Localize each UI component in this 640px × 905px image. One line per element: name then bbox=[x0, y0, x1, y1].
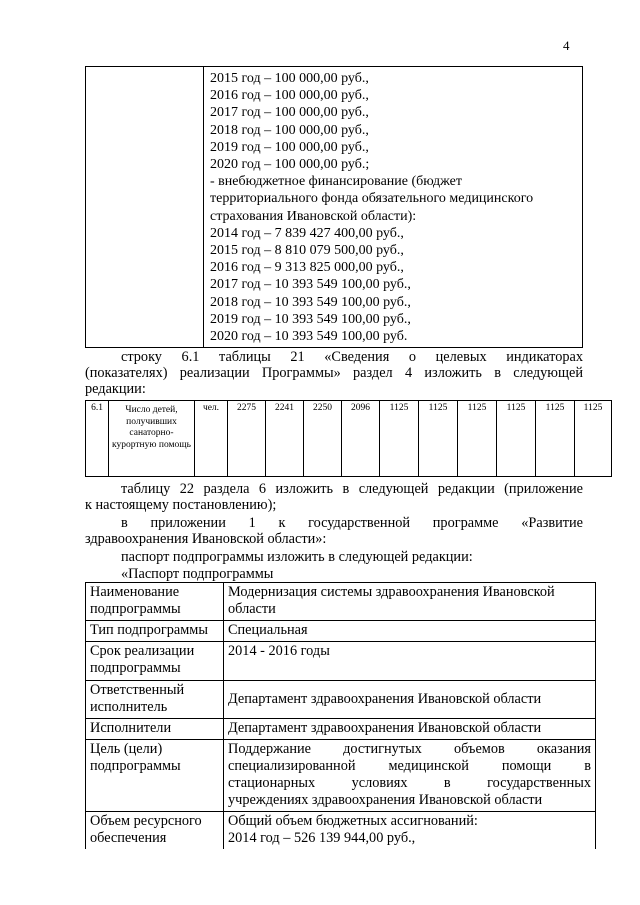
value-cell: 1125 bbox=[419, 401, 458, 477]
value-cell: 1125 bbox=[458, 401, 497, 477]
table-row bbox=[86, 621, 596, 642]
paragraph-line: таблицу 22 раздела 6 изложить в следующей редакции (приложение bbox=[121, 481, 583, 497]
passport-value-line: специализированной медицинской помощи в bbox=[228, 758, 591, 774]
page-number: 4 bbox=[563, 38, 570, 53]
financing-line: 2020 год – 10 393 549 100,00 руб. bbox=[210, 329, 408, 345]
paragraph-appendix bbox=[85, 515, 583, 547]
passport-value-line: 2014 год – 526 139 944,00 руб., bbox=[228, 830, 416, 846]
passport-value: Специальная bbox=[224, 621, 596, 642]
financing-line: 2018 год – 10 393 549 100,00 руб., bbox=[210, 294, 411, 310]
paragraph-line: редакции: bbox=[85, 381, 146, 397]
value-cell: 2275 bbox=[228, 401, 266, 477]
table-row bbox=[86, 642, 596, 681]
table-row bbox=[86, 740, 596, 812]
financing-line: территориального фонда обязательного медицинского bbox=[210, 191, 534, 207]
value-cell: 1125 bbox=[536, 401, 575, 477]
value-cell: 2241 bbox=[266, 401, 304, 477]
paragraph-line: к настоящему постановлению); bbox=[85, 497, 277, 513]
passport-label: Цель (цели) подпрограммы bbox=[86, 740, 224, 812]
financing-line: 2020 год – 100 000,00 руб.; bbox=[210, 157, 370, 173]
financing-line: 2016 год – 100 000,00 руб., bbox=[210, 88, 369, 104]
passport-label: Ответственный исполнитель bbox=[86, 681, 224, 719]
passport-value: Модернизация системы здравоохранения Ивановской области bbox=[224, 583, 596, 621]
paragraph-line: здравоохранения Ивановской области»: bbox=[85, 531, 327, 547]
table-row bbox=[86, 812, 596, 850]
row-number: 6.1 bbox=[86, 401, 109, 477]
financing-line: 2019 год – 10 393 549 100,00 руб., bbox=[210, 311, 411, 327]
financing-lines bbox=[210, 70, 575, 345]
paragraph-passport: паспорт подпрограммы изложить в следующей редакции: bbox=[121, 549, 473, 565]
table-row bbox=[86, 719, 596, 740]
financing-line: 2018 год – 100 000,00 руб., bbox=[210, 122, 369, 138]
table-row bbox=[86, 401, 612, 477]
passport-label: Срок реализации подпрограммы bbox=[86, 642, 224, 681]
passport-label: Объем ресурсного обеспечения bbox=[86, 812, 224, 850]
passport-value: Департамент здравоохранения Ивановской области bbox=[224, 681, 596, 719]
financing-line: 2015 год – 100 000,00 руб., bbox=[210, 71, 369, 86]
financing-line: - внебюджетное финансирование (бюджет bbox=[210, 174, 462, 190]
value-cell: 2096 bbox=[342, 401, 380, 477]
passport-value-line: учреждениях здравоохранения Ивановской области bbox=[228, 792, 543, 808]
financing-box bbox=[85, 66, 583, 348]
paragraph-row-6-1 bbox=[85, 349, 583, 397]
passport-label: Тип подпрограммы bbox=[86, 621, 224, 642]
paragraph-line: в приложении 1 к государственной программе «Развитие bbox=[121, 515, 583, 531]
financing-line: 2017 год – 100 000,00 руб., bbox=[210, 105, 369, 121]
table-row bbox=[86, 583, 596, 621]
value-cell: 1125 bbox=[497, 401, 536, 477]
financing-line: страхования Ивановской области): bbox=[210, 208, 417, 224]
passport-value-line: Общий объем бюджетных ассигнований: bbox=[228, 813, 478, 829]
passport-value bbox=[224, 812, 596, 850]
passport-label: Исполнители bbox=[86, 719, 224, 740]
paragraph-table-22 bbox=[85, 481, 583, 513]
passport-value: Департамент здравоохранения Ивановской области bbox=[224, 719, 596, 740]
value-cell: 1125 bbox=[380, 401, 419, 477]
paragraph-line: строку 6.1 таблицы 21 «Сведения о целевых индикаторах bbox=[121, 349, 583, 365]
financing-line: 2015 год – 8 810 079 500,00 руб., bbox=[210, 243, 404, 259]
table-row bbox=[86, 681, 596, 719]
indicator-table bbox=[85, 400, 612, 477]
passport-value-line: стационарных условиях в государственных bbox=[228, 775, 591, 791]
passport-label: Наименование подпрограммы bbox=[86, 583, 224, 621]
passport-title: «Паспорт подпрограммы bbox=[121, 566, 274, 582]
financing-line: 2014 год – 7 839 427 400,00 руб., bbox=[210, 225, 404, 241]
financing-line: 2017 год – 10 393 549 100,00 руб., bbox=[210, 277, 411, 293]
indicator-name: Число детей, получивших санаторно-курортную помощь bbox=[109, 401, 195, 477]
paragraph-line: (показателях) реализации Программы» раздел 4 изложить в следующей bbox=[85, 365, 583, 381]
passport-value-line: Поддержание достигнутых объемов оказания bbox=[228, 741, 591, 757]
column-divider bbox=[203, 67, 204, 347]
value-cell: 1125 bbox=[575, 401, 612, 477]
indicator-unit: чел. bbox=[195, 401, 228, 477]
financing-line: 2019 год – 100 000,00 руб., bbox=[210, 139, 369, 155]
financing-line: 2016 год – 9 313 825 000,00 руб., bbox=[210, 260, 404, 276]
passport-value bbox=[224, 740, 596, 812]
passport-table bbox=[85, 582, 596, 849]
passport-value: 2014 - 2016 годы bbox=[224, 642, 596, 681]
value-cell: 2250 bbox=[304, 401, 342, 477]
